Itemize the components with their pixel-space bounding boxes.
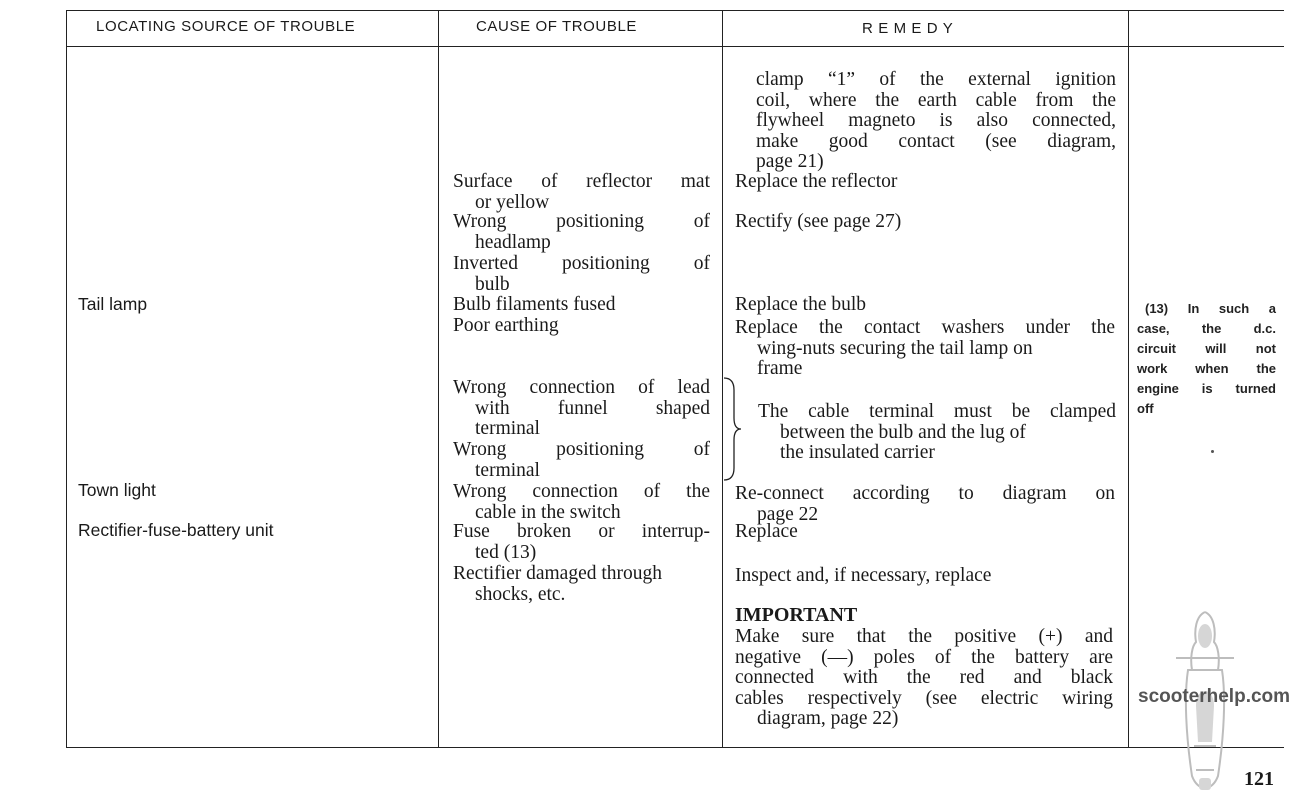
lead-cause-line: Wrong connection of lead bbox=[453, 377, 710, 398]
important-text-line: diagram, page 22) bbox=[757, 708, 899, 729]
bulb-cause-line: Inverted positioning of bbox=[453, 253, 710, 274]
column-divider-locating-cause bbox=[438, 10, 439, 748]
switch-cause-line: Wrong connection of the bbox=[453, 481, 710, 502]
filaments-cause: Bulb filaments fused bbox=[453, 294, 616, 315]
header-remedy: R E M E D Y bbox=[862, 20, 954, 37]
fuse-remedy: Replace bbox=[735, 521, 798, 542]
watermark-text: scooterhelp.com bbox=[1138, 686, 1291, 707]
stray-dot bbox=[1211, 450, 1214, 453]
lead-cause bbox=[453, 378, 710, 440]
terminal-remedy-line: The cable terminal must be clamped bbox=[758, 401, 1116, 422]
header-cause: CAUSE OF TROUBLE bbox=[476, 18, 638, 35]
rectifier-cause-line: Rectifier damaged through bbox=[453, 563, 663, 584]
switch-remedy bbox=[735, 484, 1115, 525]
column-divider-remedy-notes bbox=[1128, 10, 1129, 748]
terminal-cause-line: terminal bbox=[475, 459, 540, 481]
column-divider-left-edge bbox=[66, 10, 67, 748]
important-text-line: Make sure that the positive (+) and bbox=[735, 626, 1113, 647]
ignition-remedy-line: clamp “1” of the external ignition bbox=[756, 69, 1116, 90]
ignition-remedy bbox=[756, 70, 1116, 173]
lead-cause-line: terminal bbox=[475, 418, 540, 439]
headlamp-cause-line: Wrong positioning of bbox=[453, 211, 710, 232]
ignition-remedy-line: make good contact (see diagram, bbox=[756, 130, 1116, 152]
earthing-remedy-line: Replace the contact washers under the bbox=[735, 317, 1115, 338]
earthing-remedy-line: wing-nuts securing the tail lamp on bbox=[757, 337, 1033, 359]
footnote-13 bbox=[1137, 299, 1276, 419]
headlamp-cause bbox=[453, 212, 710, 253]
footnote-line: engine is turned bbox=[1137, 381, 1276, 396]
switch-cause bbox=[453, 482, 710, 523]
town-light-label: Town light bbox=[78, 480, 156, 500]
footnote-line: work when the bbox=[1137, 361, 1276, 376]
important-text bbox=[735, 627, 1113, 730]
reflector-cause-line: Surface of reflector mat bbox=[453, 171, 710, 192]
header-bottom-rule bbox=[66, 46, 1284, 47]
terminal-remedy-line: between the bulb and the lug of bbox=[780, 421, 1026, 443]
earthing-remedy-line: frame bbox=[757, 358, 803, 379]
fuse-cause-line: ted (13) bbox=[475, 541, 537, 563]
header-top-rule bbox=[66, 10, 1284, 11]
headlamp-cause-line: headlamp bbox=[475, 231, 551, 253]
header-locating-source: LOCATING SOURCE OF TROUBLE bbox=[96, 18, 356, 35]
reflector-remedy: Replace the reflector bbox=[735, 171, 898, 192]
bulb-cause-line: bulb bbox=[475, 273, 510, 295]
rectifier-remedy: Inspect and, if necessary, replace bbox=[735, 565, 992, 586]
terminal-remedy-line: the insulated carrier bbox=[780, 442, 935, 463]
terminal-cause-line: Wrong positioning of bbox=[453, 439, 710, 460]
ignition-remedy-line: flywheel magneto is also connected, bbox=[756, 110, 1116, 131]
terminal-remedy bbox=[758, 402, 1116, 464]
headlamp-remedy: Rectify (see page 27) bbox=[735, 211, 902, 232]
rectifier-cause-line: shocks, etc. bbox=[475, 583, 566, 605]
earthing-cause: Poor earthing bbox=[453, 315, 559, 336]
footnote-line: case, the d.c. bbox=[1137, 321, 1276, 336]
important-title: IMPORTANT bbox=[735, 604, 858, 626]
ignition-remedy-line: page 21) bbox=[756, 151, 824, 172]
fuse-cause bbox=[453, 522, 710, 563]
rectifier-cause bbox=[453, 564, 710, 605]
reflector-cause-line: or yellow bbox=[475, 191, 550, 213]
earthing-remedy bbox=[735, 318, 1115, 380]
footnote-line: (13) In such a bbox=[1145, 301, 1276, 316]
important-text-line: connected with the red and black bbox=[735, 667, 1113, 688]
filaments-remedy: Replace the bulb bbox=[735, 294, 867, 315]
important-text-line: cables respectively (see electric wiring bbox=[735, 687, 1113, 709]
switch-remedy-line: page 22 bbox=[757, 503, 819, 525]
ignition-remedy-line: coil, where the earth cable from the bbox=[756, 89, 1116, 111]
right-brace-icon bbox=[722, 376, 744, 482]
lead-cause-line: with funnel shaped bbox=[475, 397, 710, 419]
reflector-cause bbox=[453, 172, 710, 213]
fuse-cause-line: Fuse broken or interrup- bbox=[453, 521, 710, 542]
important-text-line: negative (—) poles of the battery are bbox=[735, 646, 1113, 668]
page-number: 121 bbox=[1244, 768, 1274, 790]
table-bottom-rule bbox=[66, 747, 1284, 748]
footnote-line: off bbox=[1137, 401, 1154, 416]
switch-cause-line: cable in the switch bbox=[475, 501, 621, 523]
terminal-cause bbox=[453, 440, 710, 481]
tail-lamp-label: Tail lamp bbox=[78, 294, 148, 314]
footnote-line: circuit will not bbox=[1137, 341, 1276, 356]
rectifier-unit-label: Rectifier-fuse-battery unit bbox=[78, 520, 274, 540]
switch-remedy-line: Re-connect according to diagram on bbox=[735, 483, 1115, 504]
bulb-cause bbox=[453, 254, 710, 295]
